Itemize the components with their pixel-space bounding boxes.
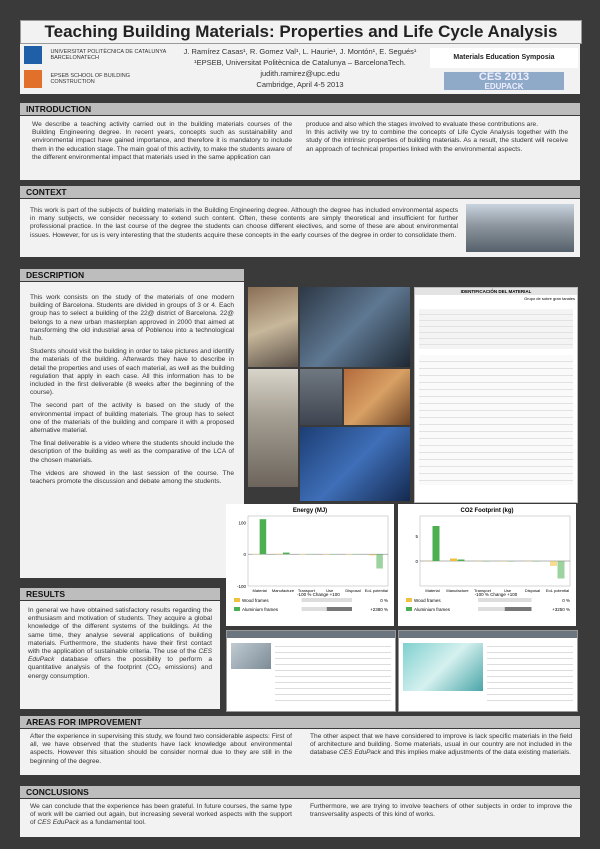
results-heading: RESULTS — [20, 588, 220, 600]
y-tick-label: 5 — [415, 534, 418, 539]
energy-chart-svg — [226, 504, 394, 626]
bar — [450, 559, 457, 562]
description-p5: The videos are showed in the last session of the course. The teachers promote the discussion and debate among the students. — [30, 469, 234, 486]
ces-record-wood-table — [275, 641, 391, 703]
y-tick-label: 0 — [243, 552, 246, 558]
improvement-panel — [20, 729, 580, 775]
description-p3: The second part of the activity is based on the study of the environmental impact of building materials. The group has to select one of the materials of the building and compare it with a proposed alternative material. — [30, 402, 234, 435]
conclusions-col2: Furthermore, we are trying to involve teachers of other subjects in order to improve the transversality aspects of this kind of works. — [310, 803, 572, 819]
improvement-col1: After the experience in supervising this study, we found two considerable aspects: First of all, we have observed that the students have lack knowledge about environmental aspects. However this situation should be consider normal due to they are still in the beginning of the degree. — [30, 733, 292, 765]
legend-swatch — [406, 598, 412, 602]
change-value: +2380 % — [370, 607, 388, 612]
datasheet-table-1 — [419, 309, 573, 349]
improvement-col2 — [310, 733, 572, 758]
introduction-heading: INTRODUCTION — [20, 103, 580, 115]
upc-logo-text: UNIVERSITAT POLITÈCNICA DE CATALUNYA BARCELONATECH — [50, 48, 166, 61]
introduction-panel — [20, 116, 580, 180]
bar — [433, 526, 440, 561]
bar — [260, 519, 267, 554]
change-bar — [505, 607, 532, 611]
email: judith.ramirez@upc.edu — [260, 69, 340, 78]
building-photo-3 — [300, 369, 342, 425]
results-panel — [20, 601, 220, 709]
conclusions-col1a: We can conclude that the experience has been grateful. In future courses, the same type of work will be carried out again, but increasing several worked aspects with the support of — [30, 803, 292, 827]
upc-logo — [24, 46, 174, 68]
ces-record-wood-titlebar — [227, 631, 395, 638]
change-value: 0 % — [380, 598, 388, 603]
introduction-col1: We describe a teaching activity carried out in the building materials courses of the Building Engineering degree. In recent years, concepts such as sustainability and environmental impact have gained importance, and therefore it is mandatory to include them in the education stage. The main goal of this activity, to make the students aware of the different environmental impact that materials used in the same application can — [32, 121, 292, 161]
ces-logo-line1: CES 2013 — [478, 71, 530, 83]
conclusions-ces-edupack: CES EduPack — [37, 819, 80, 827]
conclusions-col1b: as a fundamental tool. — [80, 819, 146, 827]
change-scale-label: -100 % Change +100 — [297, 592, 340, 597]
x-tick-label: Use — [503, 588, 512, 593]
ces-record-wood — [226, 630, 396, 712]
chimney-photo — [248, 369, 298, 487]
author-block — [180, 46, 420, 90]
glass-image — [403, 643, 483, 691]
introduction-col2b: In this activity we try to combine the concepts of Life Cycle Analysis together with the study of the intrinsic properties of building materials. As a result, the student will receive an approach of technical properties linked with the environmental aspects. — [306, 129, 568, 153]
bar — [550, 561, 557, 566]
epseb-logo — [24, 70, 174, 92]
description-heading: DESCRIPTION — [20, 269, 244, 281]
y-tick-label: 0 — [415, 559, 418, 564]
change-track — [478, 598, 531, 602]
chart-title: CO2 Footprint (kg) — [460, 508, 514, 514]
ces-logo-line2: EDUPACK — [484, 82, 524, 91]
datasheet-table-2 — [419, 355, 573, 485]
legend-label: Aluminium frames — [414, 607, 451, 612]
y-tick-label: -100 — [236, 584, 246, 589]
mes-logo-text: Materials Education Symposia — [453, 54, 555, 61]
results-text-a: In general we have obtained satisfactory results regarding the enthusiasm and motivation of students. They acquire a global knowledge of the different systems of the buildings. At the same time, they analyse several applications of building materials. Furthermore, the students have their first contact with the application of sustainable criteria. The use of the — [28, 607, 212, 656]
x-tick-label: Manufacture — [446, 588, 469, 593]
building-photo-5 — [300, 427, 410, 501]
conclusions-heading: CONCLUSIONS — [20, 786, 580, 798]
x-tick-label: EoL potential — [545, 588, 570, 593]
change-bar — [327, 607, 352, 611]
improvement-heading: AREAS FOR IMPROVEMENT — [20, 716, 580, 728]
introduction-col2 — [306, 121, 568, 154]
affiliation: ¹EPSEB, Universitat Politècnica de Catalunya – BarcelonaTech. — [194, 58, 406, 67]
improvement-col2b: and this implies make adjustments of the data existing materials. — [382, 749, 571, 757]
chart-title: Energy (MJ) — [292, 508, 328, 514]
introduction-col2a: produce and also which the stages involved to evaluate these contributions are. — [306, 121, 539, 128]
ces-edupack-logo — [444, 72, 564, 90]
plot-frame — [248, 516, 388, 586]
context-text: This work is part of the subjects of building materials in the Building Engineering degree. Although the degree has included environmental aspects in many subjects, we consider necessary to extend such content. Often, these contents are simply theoretical and insufficient for further professional practice. In the last course of the degree the students can choose different electives, and some of these are about environmental issues. However, for us is very interesting that the students acquire these concepts in the early courses of the degree in order to consolidate them. — [30, 207, 458, 239]
change-scale-label: -100 % Change +100 — [474, 592, 518, 597]
description-p2: Students should visit the building in order to take pictures and identify the materials of the building. Afterwards they have to describe in detail the properties and uses of each material, as well as the building regulation that apply in each case. All this information has to be included in the first deliverable (8 weeks after the beginning of the course). — [30, 348, 234, 397]
legend-label: Aluminium frames — [242, 607, 279, 612]
bar — [458, 560, 465, 562]
change-value: 0 % — [562, 598, 570, 603]
energy-chart — [226, 504, 394, 626]
results-text-b: database offers the possibility to perform a quantitative analysis of the footprint (CO₂ emissions) and energy consumption. — [28, 656, 212, 680]
x-tick-label: Use — [326, 588, 334, 593]
building-photo-1 — [248, 287, 298, 367]
y-tick-label: 100 — [238, 520, 246, 526]
ces-record-aluminium-titlebar — [399, 631, 577, 638]
legend-label: Wood frames — [414, 598, 441, 603]
datasheet-title: IDENTIFICACIÓN DEL MATERIAL — [415, 288, 577, 295]
bar — [376, 554, 383, 568]
poster-header — [20, 44, 580, 94]
x-tick-label: Manufacture — [271, 588, 295, 593]
venue: Cambridge, April 4-5 2013 — [256, 80, 344, 89]
wood-frame-image — [231, 643, 271, 669]
co2-chart-svg — [398, 504, 576, 626]
plot-frame — [420, 516, 570, 586]
authors: J. Ramírez Casas¹, R. Gomez Val¹, L. Haurie¹, J. Montón¹, E. Segués¹ — [183, 47, 417, 56]
epseb-emblem-icon — [24, 70, 42, 88]
x-tick-label: EoL potential — [364, 588, 388, 593]
description-panel — [20, 282, 244, 578]
legend-swatch — [234, 598, 240, 602]
improvement-ces-edupack: CES EduPack — [338, 749, 381, 757]
change-value: +3250 % — [552, 607, 570, 612]
change-track — [302, 598, 352, 602]
legend-swatch — [406, 607, 412, 611]
upc-emblem-icon — [24, 46, 42, 64]
epseb-logo-text: EPSEB SCHOOL OF BUILDING CONSTRUCTION — [50, 72, 131, 85]
x-tick-label: Disposal — [524, 588, 541, 593]
ces-record-aluminium — [398, 630, 578, 712]
improvement-col2a: The other aspect that we have considered to improve is lack specific materials in the field of architecture and building. Some materials, usual in our country are not included in the database — [310, 733, 572, 757]
ces-record-aluminium-table — [487, 641, 573, 703]
x-tick-label: Material — [252, 588, 267, 593]
school-building-photo — [466, 204, 574, 252]
x-tick-label: Disposal — [345, 588, 361, 593]
conclusions-panel — [20, 799, 580, 837]
results-ces-edupack: CES EduPack — [28, 648, 212, 664]
x-tick-label: Material — [425, 588, 440, 593]
bar — [283, 553, 290, 555]
context-panel — [20, 199, 580, 257]
datasheet-row: Grupo de sobre gran tanales — [524, 296, 575, 301]
bar — [558, 561, 565, 579]
description-p1: This work consists on the study of the materials of one modern building of Barcelona. Students are divided in groups of 3 or 4. Each group has to select a building of the 22@ district of Barcelona. 22@ belongs to a new urban masterplan approved in 2000 that aimed at transforming the old industrial area of Poblenou into a technological hub. — [30, 294, 234, 343]
x-tick-label: Transport — [474, 588, 491, 593]
building-photo-2 — [300, 287, 410, 367]
legend-label: Wood frames — [242, 598, 269, 603]
x-tick-label: Transport — [297, 588, 315, 593]
description-p4: The final deliverable is a video where the students should include the description of the building as well as the comparative of the LCA of the chosen materials. — [30, 440, 234, 464]
poster-title: Teaching Building Materials: Properties and Life Cycle Analysis — [20, 20, 582, 44]
context-heading: CONTEXT — [20, 186, 580, 198]
building-photo-4 — [344, 369, 410, 425]
mes-logo — [430, 48, 578, 68]
bar — [369, 554, 376, 555]
legend-swatch — [234, 607, 240, 611]
conclusions-col1 — [30, 803, 292, 828]
co2-chart — [398, 504, 576, 626]
material-datasheet — [414, 287, 578, 503]
